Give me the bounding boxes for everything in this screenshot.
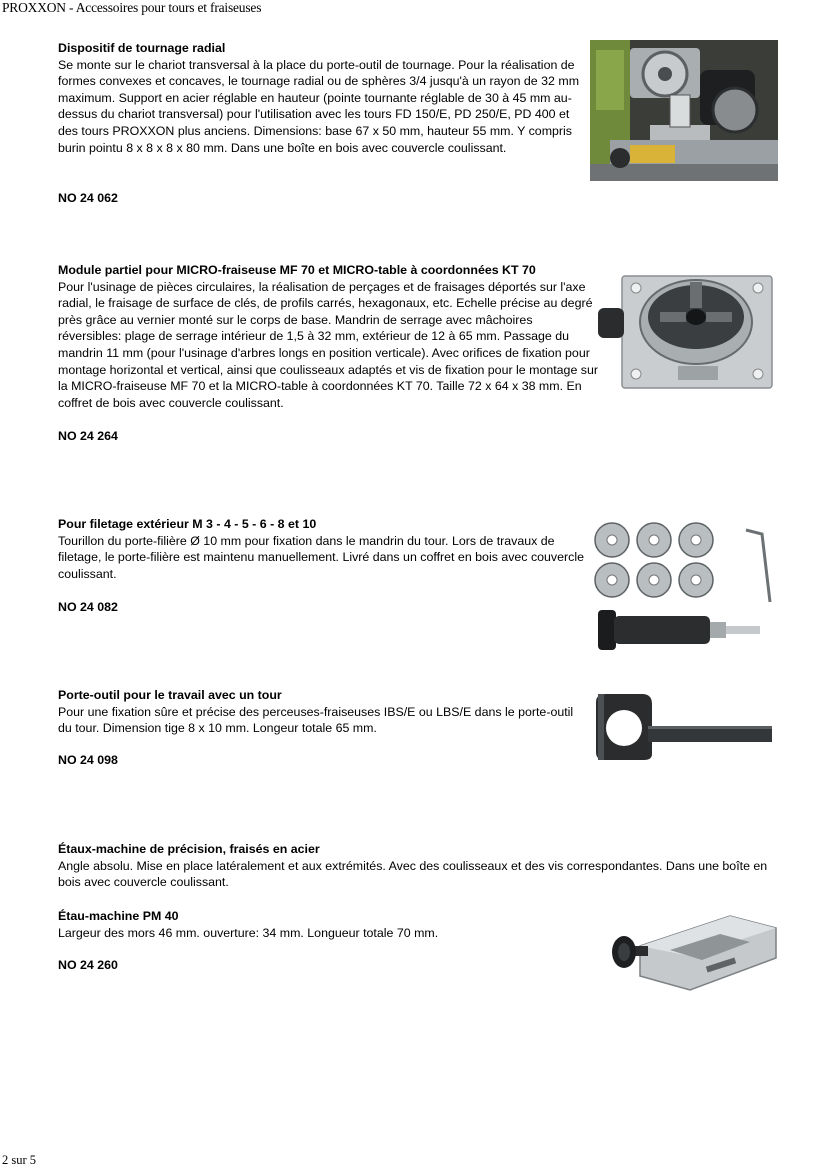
product-radial-turning	[58, 40, 586, 156]
vises-section	[58, 841, 778, 891]
product-vise-pm40	[58, 908, 558, 941]
product-description: Largeur des mors 46 mm. ouverture: 34 mm. Longueur totale 70 mm.	[58, 925, 439, 940]
product-title: Dispositif de tournage radial	[58, 41, 226, 55]
thread-dies-and-holder-image	[592, 518, 774, 654]
product-description: Pour l'usinage de pièces circulaires, la réalisation de perçages et de fraisages déportés sur l'axe radial, le fraisage de surface de clés, de profils carrés, hexagonaux, etc. Echelle précise au degré près grâce au vernier monté sur le corps de base. Mandrin de serrage avec mâchoires réversibles: plage de serrage intérieur de 1,5 à 32 mm, extérieur de 12 à 65 mm. Passage du mandrin 11 mm (pour l'usinage d'arbres longs en position verticale). Avec orifices de fixation pour montage horizontal et vertical, ainsi que coulisseaux adaptés et vis de fixation pour le montage sur la MICRO-fraiseuse MF 70 et la MICRO-table à coordonnées KT 70. Taille 72 x 64 x 38 mm. En coffret de bois avec couvercle coulissant.	[58, 279, 598, 410]
product-description: Se monte sur le chariot transversal à la place du porte-outil de tournage. Pour la réalisation de formes convexes et concaves, le tournage radial ou de sphères 3/4 jusqu'à un rayon de 32 mm maximum. Support en acier réglable en hauteur (pointe tournante réglable de 30 à 45 mm au-dessus du chariot transversal) pour l'utilisation avec les tours FD 150/E, PD 250/E, PD 400 et des tours PROXXON plus anciens. Dimensions: base 67 x 50 mm, hauteur 55 mm. Y compris burin pointu 8 x 8 x 8 x 80 mm. Dans une boîte en bois avec couvercle coulissant.	[58, 57, 580, 155]
product-description: Pour une fixation sûre et précise des perceuses-fraiseuses IBS/E ou LBS/E dans le porte-outil du tour. Dimension tige 8 x 10 mm. Longeur totale 65 mm.	[58, 704, 574, 736]
product-title: Pour filetage extérieur M 3 - 4 - 5 - 6 - 8 et 10	[58, 517, 317, 531]
page-header-title: PROXXON - Accessoires pour tours et fraiseuses	[2, 0, 262, 15]
machine-vise-pm40-image	[610, 906, 780, 994]
product-reference: NO 24 082	[58, 600, 118, 614]
product-description: Tourillon du porte-filière Ø 10 mm pour fixation dans le mandrin du tour. Lors de travaux de filetage, le porte-filière est maintenu manuellement. Livré dans un coffret en bois avec couvercle coulissant.	[58, 533, 584, 581]
product-dividing-module	[58, 262, 598, 411]
product-threading-dies	[58, 516, 586, 582]
product-reference: NO 24 264	[58, 429, 118, 443]
section-description: Angle absolu. Mise en place latéralement et aux extrémités. Avec des coulisseaux et des vis correspondantes. Dans une boîte en bois avec couvercle coulissant.	[58, 858, 768, 890]
product-reference: NO 24 098	[58, 753, 118, 767]
product-tool-holder	[58, 687, 588, 737]
tool-holder-clamp-image	[592, 692, 774, 762]
dividing-head-chuck-image	[598, 262, 780, 390]
product-reference: NO 24 260	[58, 958, 118, 972]
product-title: Porte-outil pour le travail avec un tour	[58, 688, 282, 702]
product-reference: NO 24 062	[58, 191, 118, 205]
product-title: Étau-machine PM 40	[58, 909, 179, 923]
radial-turning-attachment-image	[590, 40, 778, 181]
page-footer-number: 2 sur 5	[2, 1153, 37, 1167]
product-title: Module partiel pour MICRO-fraiseuse MF 70 et MICRO-table à coordonnées KT 70	[58, 263, 536, 277]
section-title: Étaux-machine de précision, fraisés en acier	[58, 842, 320, 856]
